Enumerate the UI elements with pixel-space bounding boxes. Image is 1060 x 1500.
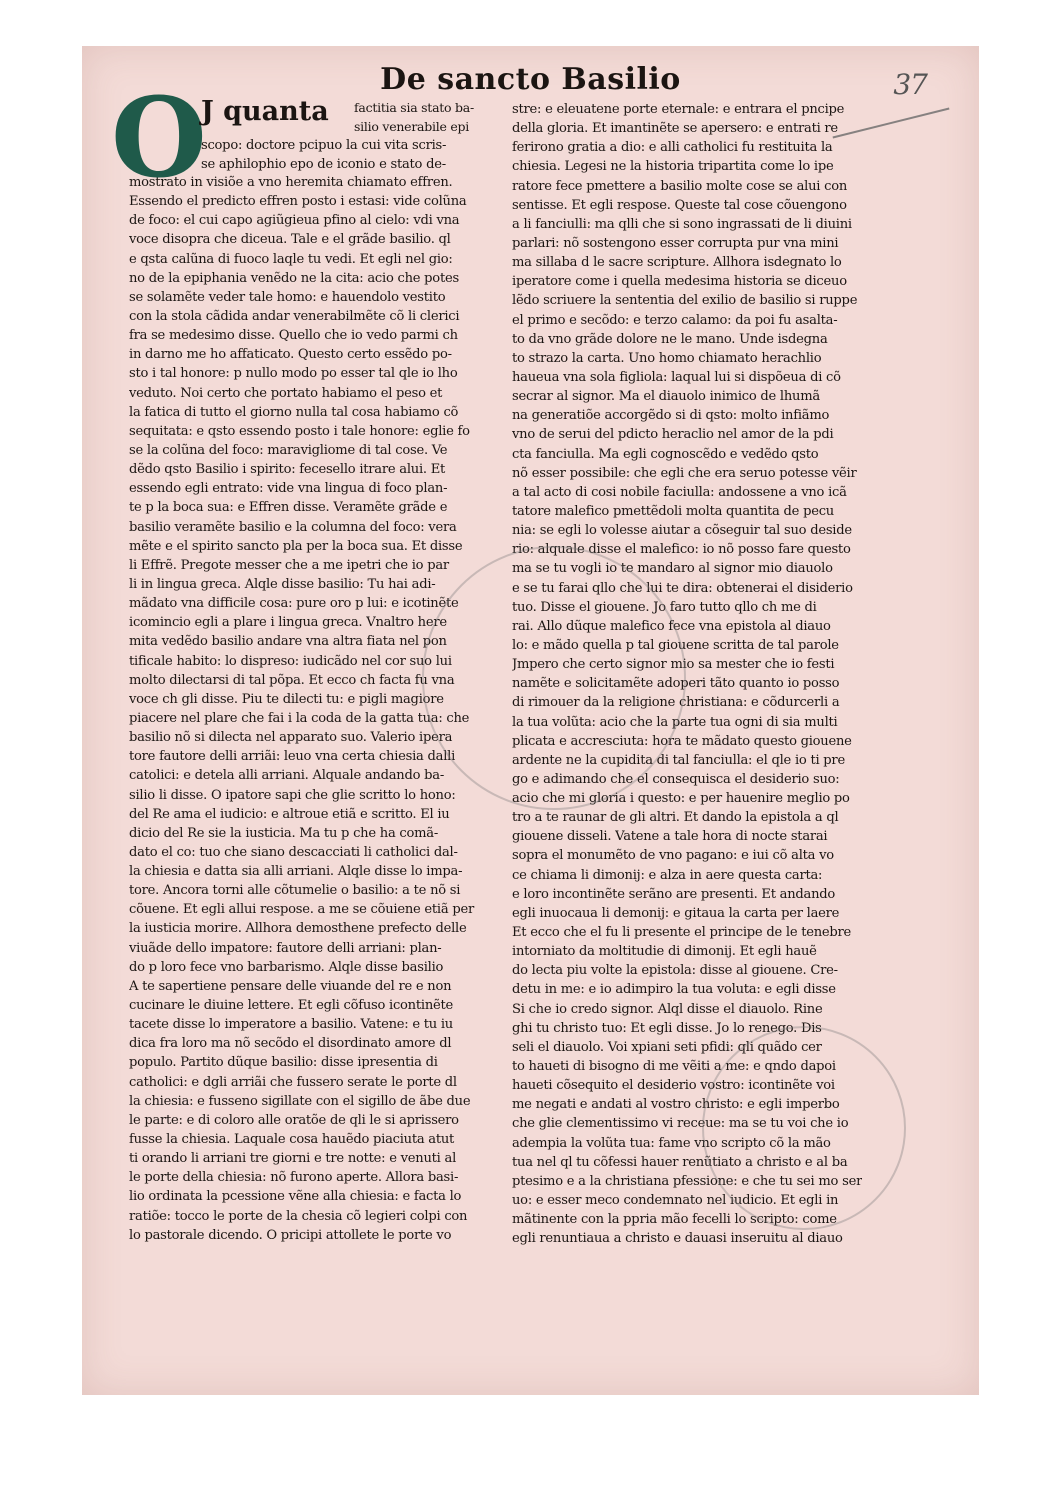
- text-line: seli el diauolo. Voi xpiani seti pfidi: qli quãdo cer: [512, 1039, 822, 1055]
- text-line: ghi tu christo tuo: Et egli disse. Jo lo renego. Dis: [512, 1020, 822, 1036]
- text-line: sopra el monumẽto de vno pagano: e iui cõ alta vo: [512, 848, 834, 864]
- text-line: della gloria. Et imantinẽte se apersero: e entrati re: [512, 121, 838, 137]
- text-line: egli inuocaua li demonij: e gitaua la carta per laere: [512, 905, 840, 921]
- text-line: dato el co: tuo che siano descacciati li catholici dal-: [129, 844, 458, 860]
- text-line: catholici: e dgli arriãi che fussero serate le porte dl: [129, 1074, 457, 1090]
- text-line: li in lingua greca. Alqle disse basilio: Tu hai adi-: [129, 576, 436, 592]
- text-line: silio li disse. O ipatore sapi che glie scritto lo hono:: [129, 787, 456, 803]
- text-line: mẽte e el spirito sancto pla per la boca sua. Et disse: [129, 538, 463, 554]
- text-line: na generatiõe accorgẽdo si di qsto: molto infiãmo: [512, 408, 830, 424]
- text-line: cõuene. Et egli allui respose. a me se cõuiene etiã per: [129, 902, 474, 918]
- text-line: tore fautore delli arriãi: leuo vna certa chiesia dalli: [129, 749, 456, 765]
- text-line: molto dilectarsi di tal põpa. Et ecco ch facta fu vna: [129, 672, 455, 688]
- text-line: tatore malefico pmettẽdoli molta quantita de pecu: [512, 503, 834, 519]
- text-line: ferirono gratia a dio: e alli catholici fu restituita la: [512, 140, 833, 156]
- text-line: la fatica di tutto el giorno nulla tal cosa habiamo cõ: [129, 404, 459, 420]
- text-line: piacere nel plare che fai i la coda de la gatta tua: che: [129, 710, 470, 726]
- text-line: secrar al signor. Ma el diauolo inimico de lhumã: [512, 389, 820, 405]
- text-line: lo pastorale dicendo. O pricipi attollete le porte vo: [129, 1227, 452, 1243]
- text-line: de foco: el cui capo agiũgieua pfino al cielo: vdi vna: [129, 213, 460, 229]
- text-line: populo. Partito dũque basilio: disse ipresentia di: [129, 1055, 438, 1071]
- text-line: tificale habito: lo dispreso: iudicãdo nel cor suo lui: [129, 653, 452, 669]
- text-line: e se tu farai qllo che lui te dira: obtenerai el disiderio: [512, 580, 853, 596]
- running-head: De sancto Basilio: [380, 62, 681, 97]
- text-line: detu in me: e io adimpiro la tua voluta: e egli disse: [512, 982, 836, 998]
- incipit-text: J quanta: [201, 96, 329, 127]
- text-line: egli renuntiaua a christo e dauasi inseruitu al diauo: [512, 1231, 843, 1247]
- text-line: do lecta piu volte la epistola: disse al giouene. Cre-: [512, 963, 838, 979]
- text-line: in darno me ho affaticato. Questo certo essẽdo po-: [129, 347, 452, 363]
- text-line: do p loro fece vno barbarismo. Alqle disse basilio: [129, 959, 444, 975]
- text-line: tua nel ql tu cõfessi hauer renũtiato a christo e al ba: [512, 1154, 848, 1170]
- text-line: le parte: e di coloro alle oratõe de qli le si aprissero: [129, 1112, 459, 1128]
- text-line: haueti cõsequito el desiderio vostro: icontinẽte voi: [512, 1078, 835, 1094]
- text-line: vno de serui del pdicto heraclio nel amor de la pdi: [512, 427, 834, 443]
- text-line: acio che mi gloria i questo: e per hauenire meglio po: [512, 791, 850, 807]
- text-line: tacete disse lo imperatore a basilio. Vatene: e tu iu: [129, 1017, 453, 1033]
- text-line: a tal acto di cosi nobile faciulla: andossene a vno icã: [512, 484, 847, 500]
- text-line: dica fra loro ma nõ secõdo el disordinato amore dl: [129, 1036, 452, 1052]
- text-line: sequitata: e qsto essendo posto i tale honore: eglie fo: [129, 423, 470, 439]
- text-line: del Re ama el iudicio: e altroue etiã e scritto. El iu: [129, 806, 450, 822]
- text-line: cta fanciulla. Ma egli cognoscẽdo e vedẽdo qsto: [512, 446, 819, 462]
- text-line: giouene disseli. Vatene a tale hora di nocte starai: [512, 829, 828, 845]
- text-line: cucinare le diuine lettere. Et egli cõfuso icontinẽte: [129, 998, 454, 1014]
- text-line: namẽte e solicitamẽte adoperi tãto quanto io posso: [512, 676, 840, 692]
- text-line: scopo: doctore pcipuo la cui vita scris-: [201, 138, 447, 153]
- text-line: dicio del Re sie la iusticia. Ma tu p che ha comã-: [129, 825, 439, 841]
- text-line: icomincio egli a plare i lingua greca. Vnaltro here: [129, 615, 447, 631]
- text-line: to da vno grãde dolore ne le mano. Unde isdegna: [512, 331, 828, 347]
- text-line: se aphilophio epo de iconio e stato de-: [201, 157, 446, 173]
- text-line: haueua vna sola figliola: laqual lui si dispõeua di cõ: [512, 369, 841, 385]
- text-line: ma sillaba d le sacre scripture. Allhora isdegnato lo: [512, 255, 842, 271]
- text-line: ratore fece pmettere a basilio molte cose se alui con: [512, 178, 848, 194]
- text-line: silio venerabile epi: [354, 119, 470, 135]
- text-line: iperatore come i quella medesima historia se diceuo: [512, 274, 847, 290]
- text-line: A te sapertiene pensare delle viuande del re e non: [129, 978, 452, 994]
- text-line: Jmpero che certo signor mio sa mester che io festi: [512, 657, 835, 673]
- text-line: catolici: e detela alli arriani. Alquale andando ba-: [129, 768, 445, 784]
- text-line: mostrato in visiõe a vno heremita chiamato effren.: [129, 175, 453, 190]
- text-line: mãdato vna difficile cosa: pure oro p lui: e icotinẽte: [129, 596, 459, 612]
- text-line: te p la boca sua: e Effren disse. Veramẽte grãde e: [129, 500, 448, 516]
- text-line: factitia sia stato ba-: [354, 100, 474, 115]
- text-line: adempia la volũta tua: fame vno scripto cõ la mão: [512, 1135, 831, 1151]
- text-line: essendo egli entrato: vide vna lingua di foco plan-: [129, 481, 448, 497]
- text-line: nia: se egli lo volesse aiutar a cõseguir tal suo deside: [512, 523, 852, 539]
- text-line: stre: e eleuatene porte eternale: e entrara el pncipe: [512, 102, 845, 117]
- text-line: basilio veramẽte basilio e la columna del foco: vera: [129, 519, 457, 535]
- text-line: Si che io credo signor. Alql disse el diauolo. Rine: [512, 1001, 823, 1017]
- text-line: e qsta calũna di fuoco laqle tu vedi. Et egli nel gio:: [129, 251, 453, 267]
- text-line: che glie clementissimo vi receue: ma se tu voi che io: [512, 1116, 849, 1132]
- opening-indented-lines: [129, 136, 479, 174]
- text-line: fra se medesimo disse. Quello che io vedo parmi ch: [129, 328, 458, 344]
- text-line: el primo e secõdo: e terzo calamo: da poi fu asalta-: [512, 312, 838, 328]
- text-line: lo: e mãdo quella p tal giouene scritta de tal parole: [512, 637, 839, 653]
- text-line: di rimouer da la religione christiana: e cõdurcerli a: [512, 695, 840, 711]
- text-line: le porte della chiesia: nõ furono aperte. Allora basi-: [129, 1170, 459, 1186]
- text-line: parlari: nõ sostengono esser corrupta pur vna mini: [512, 235, 839, 251]
- text-line: go e adimando che el consequisca el desiderio suo:: [512, 771, 840, 787]
- text-line: li Effrẽ. Pregote messer che a me ipetri che io par: [129, 557, 449, 573]
- text-line: con la stola cãdida andar venerabilmẽte cõ li clerici: [129, 308, 460, 324]
- text-line: e loro incontinẽte serãno are presenti. Et andando: [512, 886, 836, 902]
- text-line: nõ esser possibile: che egli che era seruo potesse vẽir: [512, 465, 857, 481]
- text-line: to haueti di bisogno di me vẽiti a me: e qndo dapoi: [512, 1059, 836, 1075]
- text-line: dẽdo qsto Basilio i spirito: fecesello itrare alui. Et: [129, 462, 446, 478]
- text-line: se solamẽte veder tale homo: e hauendolo vestito: [129, 289, 446, 305]
- text-line: lẽdo scriuere la sententia del exilio de basilio si ruppe: [512, 293, 858, 309]
- text-line: la chiesia: e fusseno sigillate con el sigillo de ãbe due: [129, 1093, 471, 1109]
- text-line: viuãde dello impatore: fautore delli arriani: plan-: [129, 940, 442, 956]
- text-line: mãtinente con la ppria mão fecelli lo scripto: come: [512, 1212, 837, 1228]
- text-line: tore. Ancora torni alle cõtumelie o basilio: a te nõ si: [129, 883, 461, 899]
- text-line: Et ecco che el fu li presente el principe de le tenebre: [512, 925, 852, 941]
- text-line: ma se tu vogli io te mandaro al signor mio diauolo: [512, 561, 833, 577]
- text-line: me negati e andati al vostro christo: e egli imperbo: [512, 1097, 840, 1113]
- text-line: intorniato da moltitudie di dimonij. Et egli hauẽ: [512, 944, 817, 960]
- library-stamp-mark: [422, 546, 686, 810]
- text-line: lio ordinata la pcessione vẽne alla chiesia: e facta lo: [129, 1189, 462, 1205]
- text-line: uo: e esser meco condemnato nel iudicio. Et egli in: [512, 1193, 839, 1209]
- text-line: tuo. Disse el giouene. Jo faro tutto qllo ch me di: [512, 599, 817, 615]
- text-line: tro a te raunar de gli altri. Et dando la epistola a ql: [512, 810, 839, 826]
- opening-small-lines: [354, 98, 494, 136]
- text-line: la iusticia morire. Allhora demosthene prefecto delle: [129, 921, 467, 937]
- text-line: ti orando li arriani tre giorni e tre notte: e venuti al: [129, 1151, 457, 1167]
- text-line: sto i tal honore: p nullo modo po esser tal qle io lho: [129, 366, 458, 382]
- library-stamp-mark: [702, 1026, 906, 1230]
- text-line: a li fanciulli: ma qlli che si sono ingrassati de li diuini: [512, 216, 852, 232]
- decorated-initial: O: [111, 73, 207, 202]
- text-line: rio: alquale disse el malefico: io nõ posso fare questo: [512, 542, 851, 558]
- folio-number: 37: [893, 68, 927, 101]
- text-line: basilio nõ si dilecta nel apparato suo. Valerio ipera: [129, 730, 453, 746]
- text-line: to strazo la carta. Uno homo chiamato herachlio: [512, 350, 822, 366]
- text-line: ardente ne la cupidita di tal fanciulla: el qle io ti pre: [512, 752, 845, 768]
- text-line: voce ch gli disse. Piu te dilecti tu: e pigli magiore: [129, 691, 444, 707]
- text-line: se la colũna del foco: maravigliome di tal cose. Ve: [129, 442, 448, 458]
- text-line: plicata e accresciuta: hora te mãdato questo giouene: [512, 733, 852, 749]
- text-line: fusse la chiesia. Laquale cosa hauẽdo piaciuta atut: [129, 1132, 455, 1148]
- text-line: mita vedẽdo basilio andare vna altra fiata nel pon: [129, 634, 447, 650]
- manuscript-page-scan: [82, 46, 979, 1395]
- text-line: la tua volũta: acio che la parte tua ogni di sia multi: [512, 714, 838, 730]
- text-line: veduto. Noi certo che portato habiamo el peso et: [129, 385, 443, 401]
- text-line: rai. Allo dũque malefico fece vna epistola al diauo: [512, 618, 831, 634]
- text-line: la chiesia e datta sia alli arriani. Alqle disse lo impa-: [129, 864, 463, 880]
- text-line: chiesia. Legesi ne la historia tripartita come lo ipe: [512, 159, 834, 175]
- text-line: Essendo el predicto effren posto i estasi: vide colũna: [129, 194, 467, 210]
- text-line: ratiõe: tocco le porte de la chesia cõ legieri colpi con: [129, 1208, 468, 1224]
- text-line: ptesimo e a la christiana pfessione: e che tu sei mo ser: [512, 1173, 862, 1189]
- text-line: voce disopra che diceua. Tale e el grãde basilio. ql: [129, 232, 451, 248]
- text-line: no de la epiphania venẽdo ne la cita: acio che potes: [129, 270, 459, 286]
- text-line: ce chiama li dimonij: e alza in aere questa carta:: [512, 867, 823, 883]
- text-line: sentisse. Et egli respose. Queste tal cose cõuengono: [512, 197, 847, 213]
